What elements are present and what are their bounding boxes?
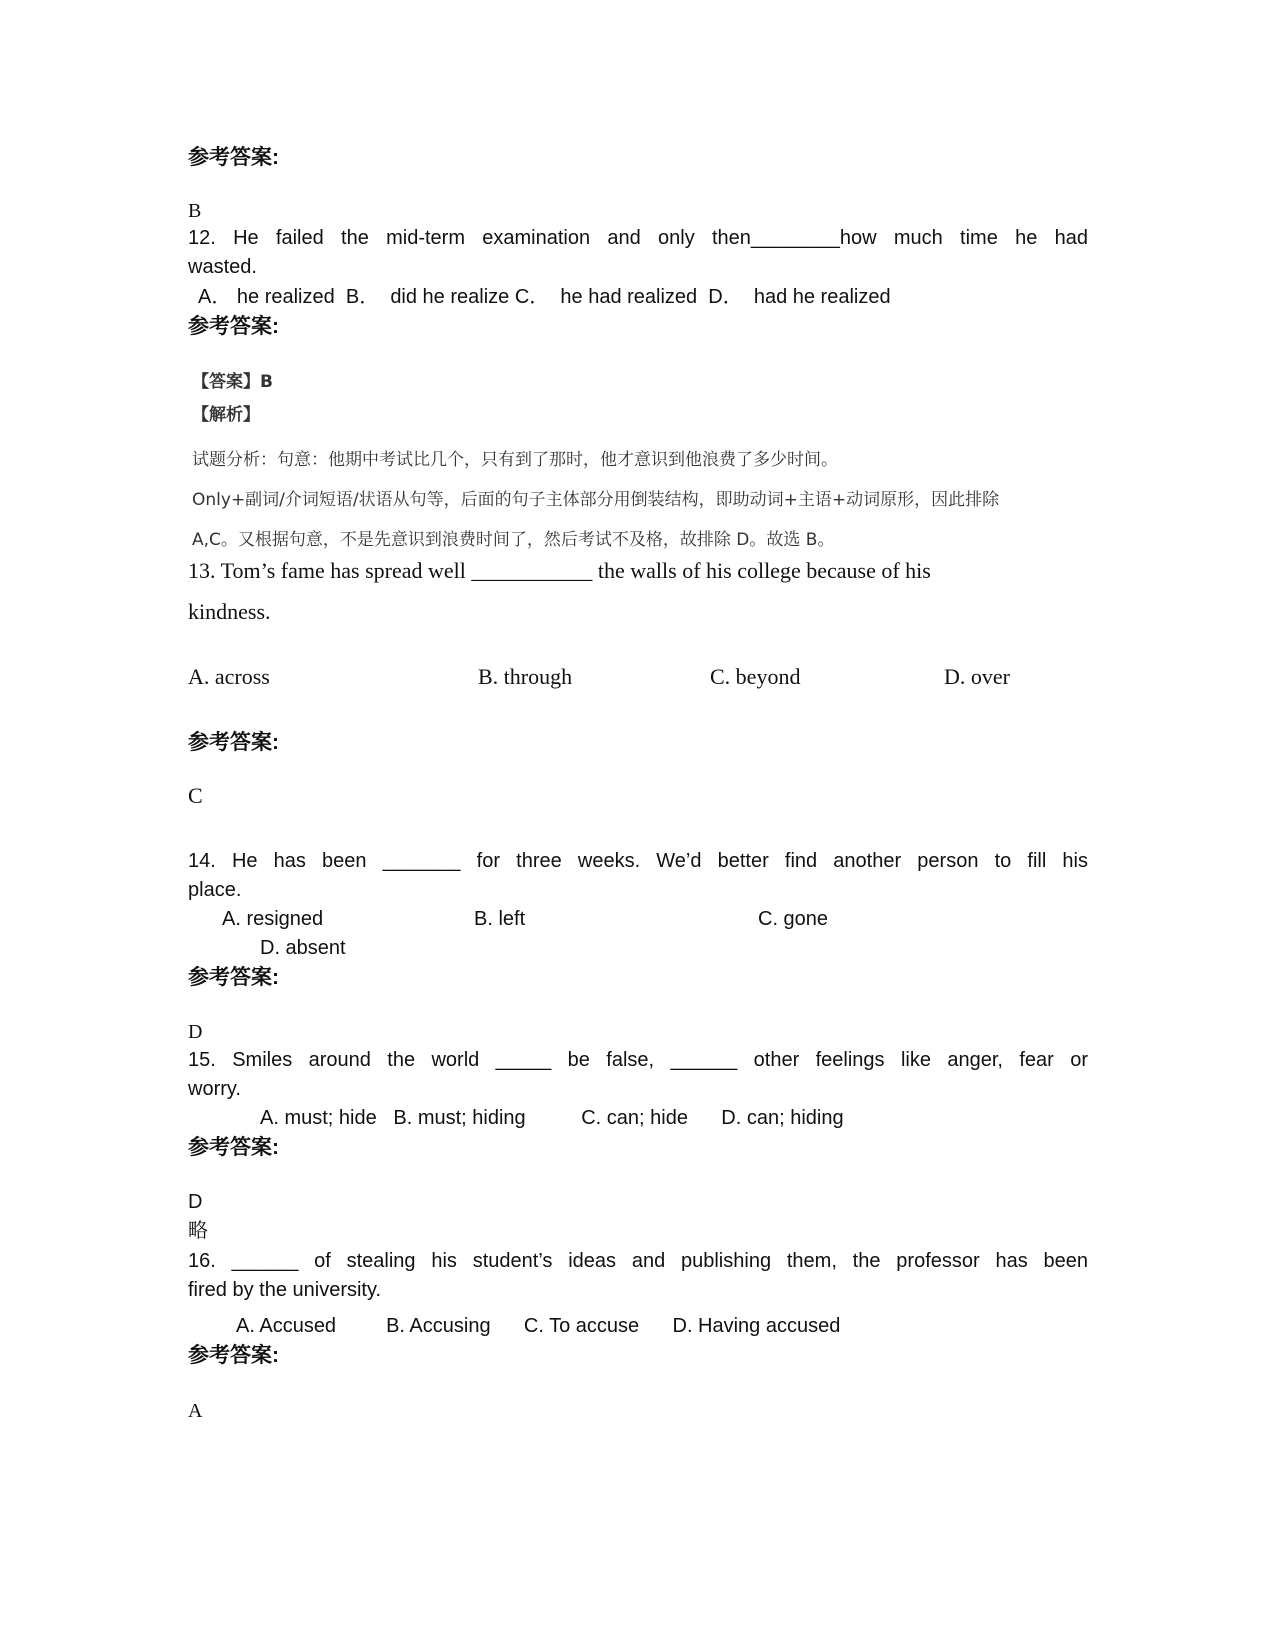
q16-text: 16. ______ of stealing his student’s ideas and publishing them, the professor has been bbox=[188, 1250, 1088, 1272]
q14-option-b: B. left bbox=[474, 908, 526, 930]
answer-label: 参考答案: bbox=[188, 146, 279, 169]
answer-label: 参考答案: bbox=[188, 731, 279, 754]
answer-16: A bbox=[188, 1400, 203, 1422]
q14-option-a: A. resigned bbox=[222, 908, 324, 930]
q12-analysis-heading: 【解析】 bbox=[192, 405, 260, 425]
answer-label: 参考答案: bbox=[188, 315, 279, 338]
q12-text-2: wasted. bbox=[188, 256, 257, 278]
q13-text: 13. Tom’s fame has spread well ___________ the walls of his college because of his bbox=[188, 558, 931, 583]
q16-text-2: fired by the university. bbox=[188, 1279, 382, 1301]
q12-analysis-answer: 【答案】B bbox=[192, 372, 273, 392]
q13-option-a: A. across bbox=[188, 664, 270, 689]
q14-option-d: D. absent bbox=[260, 937, 346, 959]
q12-text: 12. He failed the mid-term examination and only then________how much time he had bbox=[188, 227, 1088, 249]
answer-14: D bbox=[188, 1021, 203, 1043]
q14-option-c: C. gone bbox=[758, 908, 829, 930]
q14-text: 14. He has been _______ for three weeks. We’d better find another person to fill his bbox=[188, 850, 1088, 872]
q16-options: A. Accused B. Accusing C. To accuse D. Having accused bbox=[236, 1315, 841, 1337]
q15-text: 15. Smiles around the world _____ be false, ______ other feelings like anger, fear or bbox=[188, 1049, 1088, 1071]
q14-text-2: place. bbox=[188, 879, 242, 901]
q12-options: A． he realized B． did he realize C． he had realized D． had he realized bbox=[188, 286, 891, 308]
q13-option-b: B. through bbox=[478, 664, 573, 689]
q12-analysis-line: 试题分析：句意：他期中考试比几个，只有到了那时，他才意识到他浪费了多少时间。 bbox=[192, 450, 838, 470]
answer-15: D bbox=[188, 1191, 203, 1213]
answer-label: 参考答案: bbox=[188, 966, 279, 989]
q12-analysis-line: A,C。又根据句意，不是先意识到浪费时间了，然后考试不及格，故排除 D。故选 B。 bbox=[192, 530, 835, 550]
answer-11: B bbox=[188, 200, 202, 222]
answer-label: 参考答案: bbox=[188, 1344, 279, 1367]
q13-text-2: kindness. bbox=[188, 599, 271, 624]
answer-label: 参考答案: bbox=[188, 1136, 279, 1159]
q15-text-2: worry. bbox=[188, 1078, 241, 1100]
q15-options: A. must; hide B. must; hiding C. can; hide D. can; hiding bbox=[260, 1107, 844, 1129]
answer-15-note: 略 bbox=[188, 1220, 208, 1242]
q12-analysis-line: Only+副词/介词短语/状语从句等，后面的句子主体部分用倒装结构，即助动词+主语+动词原形，因此排除 bbox=[192, 490, 1000, 510]
q13-option-d: D. over bbox=[944, 664, 1010, 689]
answer-13: C bbox=[188, 783, 203, 808]
q13-option-c: C. beyond bbox=[710, 664, 801, 689]
